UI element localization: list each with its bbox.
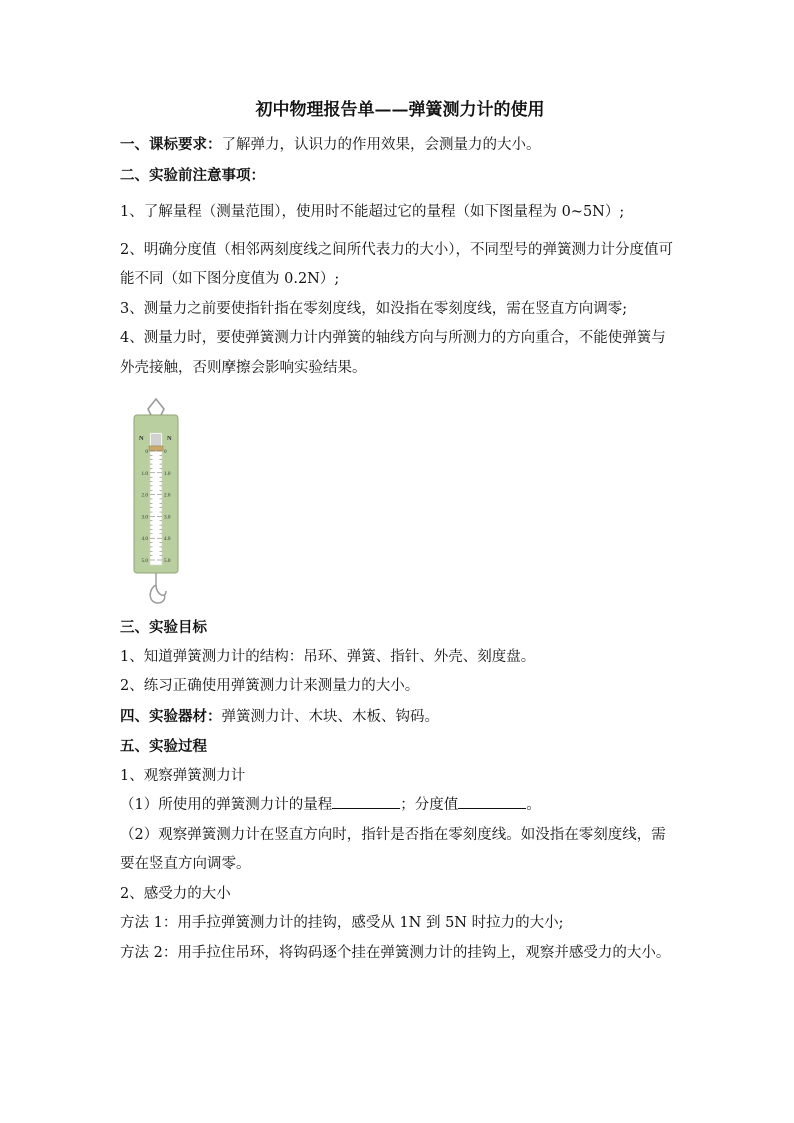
tick-label-left: 5.0	[141, 558, 148, 564]
tick-label-left: 4.0	[141, 536, 148, 543]
unit-label-right: N	[167, 435, 172, 442]
method-2: 方法 2：用手拉住吊环，将钩码逐个挂在弹簧测力计的挂钩上，观察并感受力的大小。	[120, 944, 671, 961]
range-blank[interactable]	[332, 794, 400, 809]
tick-label-left: 2.0	[141, 492, 148, 499]
spring-scale-illustration	[126, 397, 186, 611]
method-1: 方法 1：用手拉弹簧测力计的挂钩，感受从 1N 到 5N 时拉力的大小;	[120, 915, 564, 931]
section-4	[120, 702, 680, 733]
tick-label-right: 0	[164, 449, 167, 455]
spacer	[120, 228, 680, 236]
section-1	[120, 130, 680, 161]
question-1-end: 。	[526, 797, 541, 813]
section-2-heading: 二、实验前注意事项：	[120, 166, 265, 184]
question-1-division-text: ；分度值	[400, 797, 459, 813]
section-4-heading: 四、实验器材：	[120, 707, 222, 725]
tick-label-right: 2.0	[164, 492, 171, 499]
spacer	[120, 190, 680, 198]
process-step-1: 1、观察弹簧测力计	[120, 767, 246, 784]
section-5-heading: 五、实验过程	[120, 738, 207, 755]
section-4-text: 弹簧测力计、木块、木板、钩码。	[221, 708, 439, 725]
goal-item-1: 1、知道弹簧测力计的结构：吊环、弹簧、指针、外壳、刻度盘。	[120, 648, 536, 665]
note-item-3: 3、测量力之前要使指针指在零刻度线，如没指在零刻度线，需在竖直方向调零;	[120, 300, 628, 317]
note-item-2: 2、明确分度值（相邻两刻度线之间所代表力的大小），不同型号的弹簧测力计分度值可能不同（如下图分度值为 0.2N）;	[120, 241, 673, 287]
question-1-range-text: （1）所使用的弹簧测力计的量程	[120, 797, 333, 813]
tick-label-left: 1.0	[141, 470, 148, 477]
hook-icon	[150, 585, 166, 603]
note-item-1: 1、了解量程（测量范围），使用时不能超过它的量程（如下图量程为 0~5N）;	[120, 204, 625, 220]
report-page	[120, 96, 680, 968]
tick-label-right: 3.0	[164, 514, 171, 521]
page-title: 初中物理报告单——弹簧测力计的使用	[255, 100, 545, 120]
section-1-heading: 一、课标要求：	[120, 136, 222, 153]
question-1	[120, 791, 680, 821]
top-ring-icon	[148, 399, 164, 417]
process-step-2: 2、感受力的大小	[120, 885, 231, 902]
goal-item-2: 2、练习正确使用弹簧测力计来测量力的大小。	[120, 678, 420, 694]
question-2: （2）观察弹簧测力计在竖直方向时，指针是否指在零刻度线。如没指在零刻度线，需要在竖直方向调零。	[120, 826, 666, 872]
section-3-heading: 三、实验目标	[120, 619, 207, 636]
tick-label-left: 0	[145, 449, 148, 455]
tick-label-right: 4.0	[164, 536, 171, 543]
section-1-text: 了解弹力，认识力的作用效果，会测量力的大小。	[221, 137, 541, 153]
tick-label-right: 5.0	[164, 558, 171, 564]
division-blank[interactable]	[458, 794, 526, 809]
spring-scale-figure	[126, 397, 186, 611]
unit-label-left: N	[139, 435, 144, 442]
tick-label-right: 1.0	[164, 470, 171, 477]
pointer-indicator	[149, 446, 163, 451]
tick-label-left: 3.0	[141, 514, 148, 521]
note-item-4: 4、测量力时，要使弹簧测力计内弹簧的轴线方向与所测力的方向重合，不能使弹簧与外壳接触，否则摩擦会影响实验结果。	[120, 330, 666, 376]
